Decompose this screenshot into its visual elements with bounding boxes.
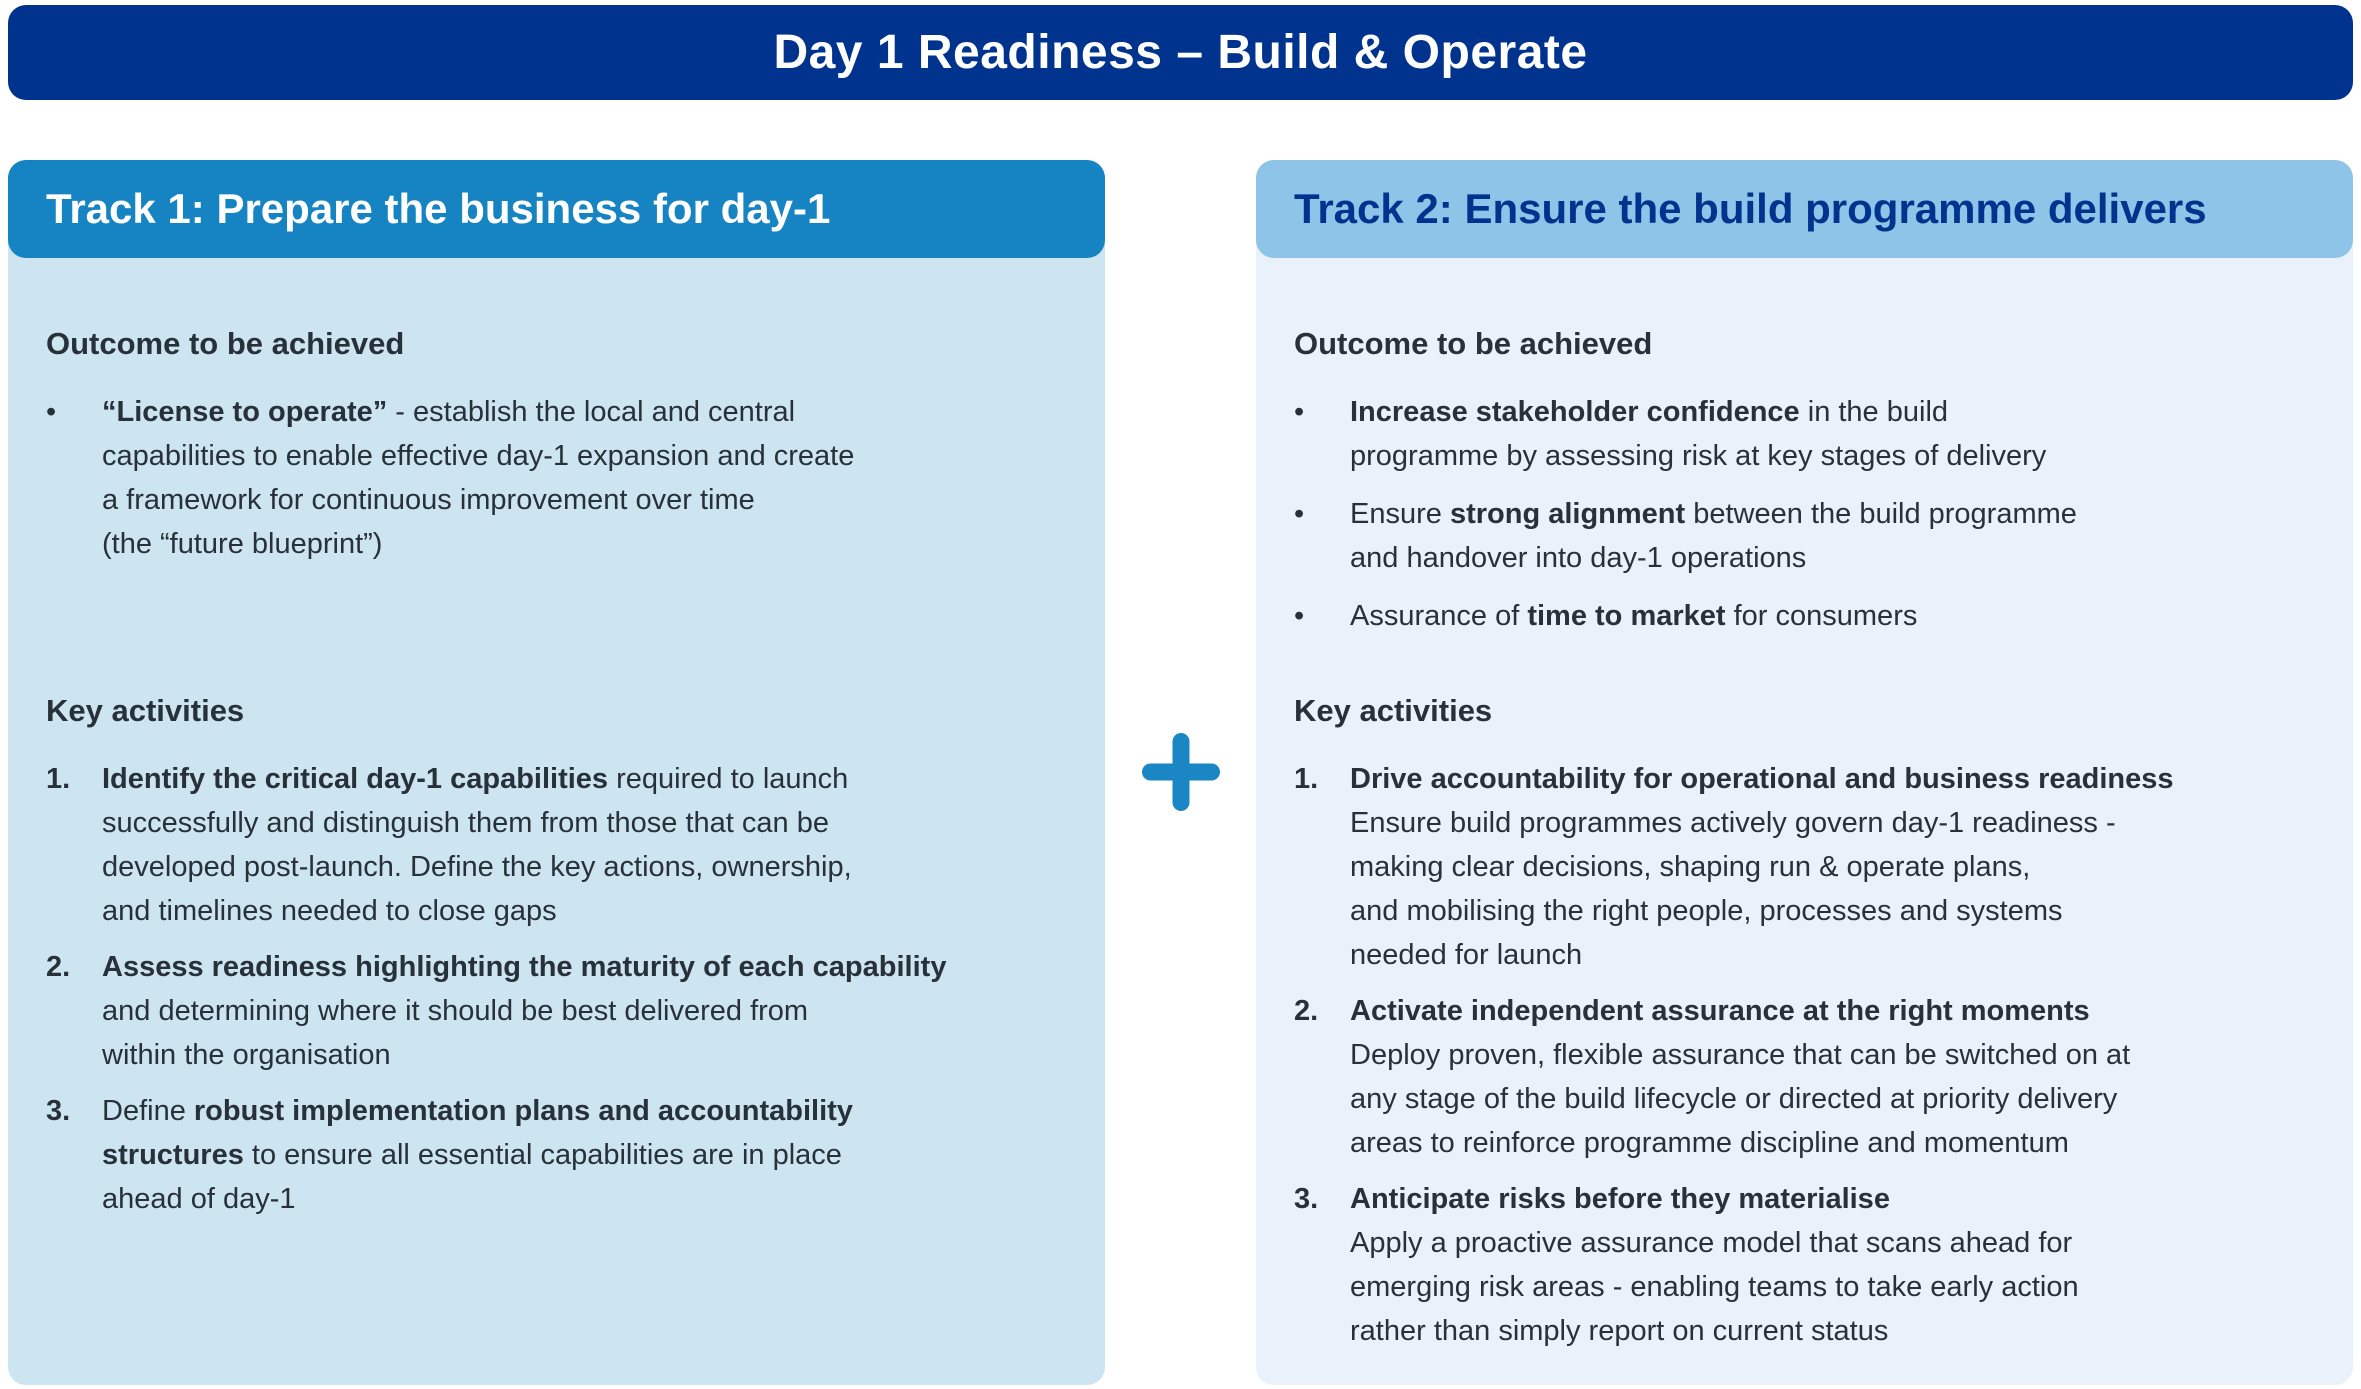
list-marker: 2. xyxy=(1294,995,1319,1027)
track-1-activities-list xyxy=(46,757,1081,1221)
list-item xyxy=(1294,757,2329,977)
track-2-activities-section xyxy=(1294,691,2329,1353)
list-item-text: Assess readiness highlighting the maturity of each capability and determining where it should be best delivered from within the organisation xyxy=(102,951,947,1071)
list-item-text: Drive accountability for operational and business readiness Ensure build programmes actively govern day-1 readiness - making clear decisions, shaping run & operate plans, and mobilising the right people, processes and systems needed for launch xyxy=(1350,763,2174,971)
list-item xyxy=(1294,594,2329,638)
list-item xyxy=(1294,390,2329,478)
plus-icon xyxy=(1105,160,1256,1385)
track-2-panel xyxy=(1256,160,2353,1385)
track-1-body xyxy=(8,258,1105,1385)
track-1-activities-section xyxy=(46,691,1081,1221)
track-1-header xyxy=(8,160,1105,258)
track-2-outcome-section xyxy=(1294,324,2329,691)
track-1-outcome-section xyxy=(46,324,1081,691)
title-bar xyxy=(8,5,2353,100)
track-2-body xyxy=(1256,258,2353,1385)
list-item xyxy=(1294,989,2329,1165)
track-2-outcome-list xyxy=(1294,390,2329,638)
track-2-header xyxy=(1256,160,2353,258)
track-1-title: Track 1: Prepare the business for day-1 xyxy=(46,185,831,232)
list-marker: 2. xyxy=(46,951,71,983)
track-2-activities-list xyxy=(1294,757,2329,1353)
list-item-text: Assurance of time to market for consumers xyxy=(1350,600,1918,632)
list-item xyxy=(46,757,1081,933)
list-item-text: Anticipate risks before they materialise Apply a proactive assurance model that scans ahead for emerging risk areas - enabling teams to take early action rather than simply report on current status xyxy=(1350,1183,2079,1347)
list-marker: • xyxy=(1294,498,1305,530)
list-marker: • xyxy=(1294,396,1305,428)
track-1-outcome-list xyxy=(46,390,1081,566)
list-marker: 1. xyxy=(46,763,71,795)
list-marker: 3. xyxy=(46,1095,71,1127)
tracks-row xyxy=(8,160,2353,1385)
page-title: Day 1 Readiness – Build & Operate xyxy=(773,26,1588,79)
list-item-text: Activate independent assurance at the right moments Deploy proven, flexible assurance that can be switched on at any stage of the build lifecycle or directed at priority delivery areas to reinforce programme discipline and momentum xyxy=(1350,995,2131,1159)
plus-vertical-bar xyxy=(1172,733,1189,811)
list-item-text: “License to operate” - establish the local and central capabilities to enable effective day-1 expansion and create a framework for continuous improvement over time (the “future blueprint”) xyxy=(102,396,855,560)
list-marker: 1. xyxy=(1294,763,1319,795)
track-1-panel xyxy=(8,160,1105,1385)
list-item xyxy=(46,1089,1081,1221)
track-1-outcome-heading: Outcome to be achieved xyxy=(46,326,405,361)
list-marker: • xyxy=(1294,600,1305,632)
list-marker: • xyxy=(46,396,57,428)
list-item xyxy=(46,390,1081,566)
track-2-activities-heading: Key activities xyxy=(1294,693,1493,728)
track-1-activities-heading: Key activities xyxy=(46,693,245,728)
list-marker: 3. xyxy=(1294,1183,1319,1215)
list-item xyxy=(1294,1177,2329,1353)
list-item-text: Ensure strong alignment between the build programme and handover into day-1 operations xyxy=(1350,498,2077,574)
list-item-text: Increase stakeholder confidence in the build programme by assessing risk at key stages of delivery xyxy=(1350,396,2047,472)
list-item xyxy=(46,945,1081,1077)
list-item-text: Identify the critical day-1 capabilities required to launch successfully and distinguish them from those that can be developed post-launch. Define the key actions, ownership, and timelines needed to close gaps xyxy=(102,763,852,927)
track-2-title: Track 2: Ensure the build programme delivers xyxy=(1294,185,2207,232)
track-2-outcome-heading: Outcome to be achieved xyxy=(1294,326,1653,361)
list-item xyxy=(1294,492,2329,580)
list-item-text: Define robust implementation plans and accountability structures to ensure all essential capabilities are in place ahead of day-1 xyxy=(102,1095,853,1215)
